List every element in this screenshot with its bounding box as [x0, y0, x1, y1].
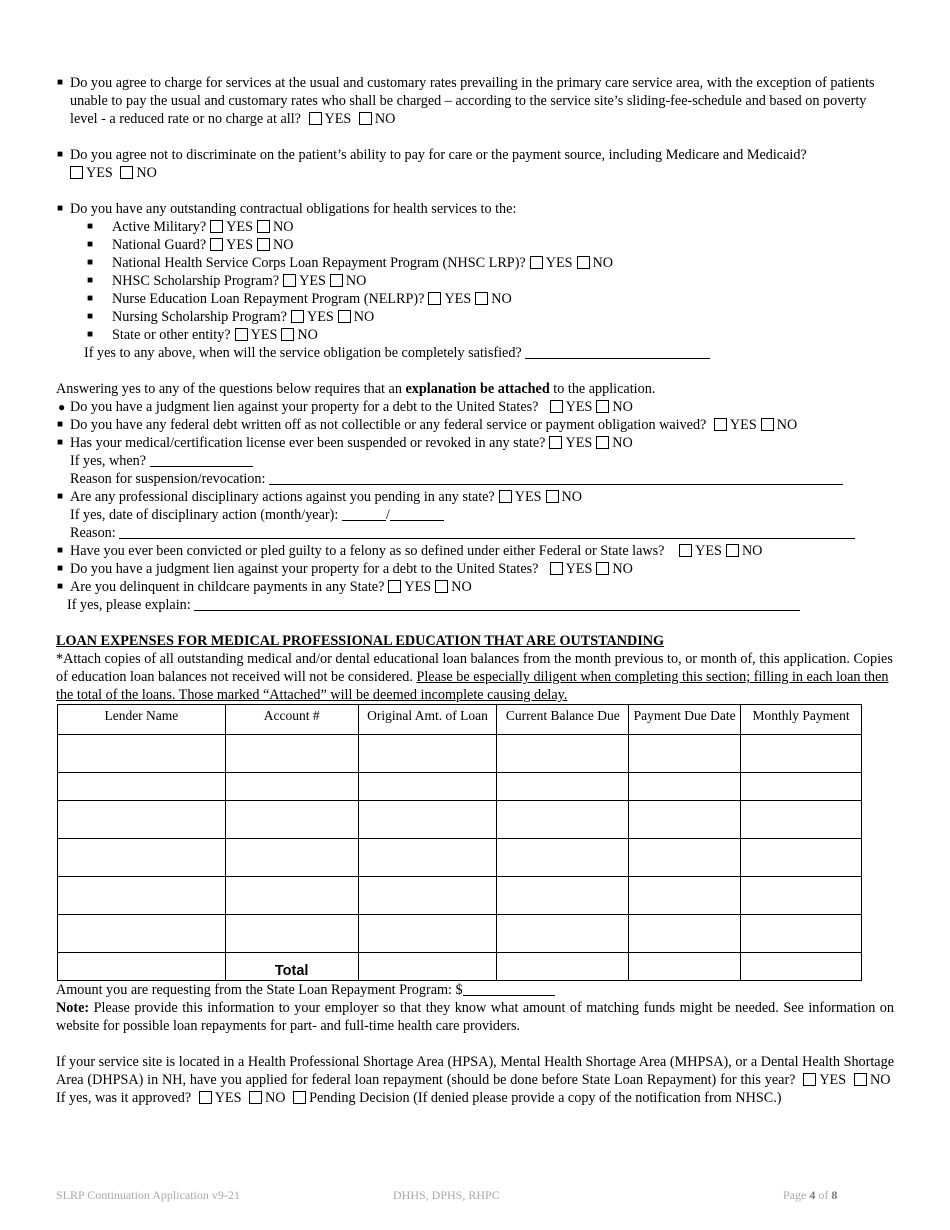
obligation-date-field[interactable] [525, 345, 710, 359]
bullet: ■ [57, 203, 64, 214]
bullet: ● [58, 400, 66, 414]
suspension-reason: Reason for suspension/revocation: [56, 470, 894, 488]
question-non-discrimination [56, 146, 894, 182]
column-header: Lender Name [58, 705, 226, 735]
table-cell[interactable] [629, 839, 741, 877]
table-cell[interactable] [58, 877, 226, 915]
total-label: Total [225, 953, 358, 981]
question-judgment-lien-2: ■ Do you have a judgment lien against your property for a debt to the United States? YES NO [57, 561, 633, 577]
no-checkbox[interactable] [435, 580, 448, 593]
yes-checkbox[interactable] [283, 274, 296, 287]
bullet: ■ [57, 581, 64, 592]
table-cell[interactable] [225, 801, 358, 839]
no-checkbox[interactable] [726, 544, 739, 557]
no-checkbox[interactable] [338, 310, 351, 323]
yes-checkbox[interactable] [235, 328, 248, 341]
question-license-suspended: ■ Has your medical/certification license ever been suspended or revoked in any state? YES NO [57, 435, 633, 451]
table-cell[interactable] [497, 839, 629, 877]
yes-checkbox[interactable] [210, 220, 223, 233]
table-row [58, 839, 862, 877]
table-cell[interactable] [497, 915, 629, 953]
table-cell[interactable] [629, 877, 741, 915]
loan-section-note: *Attach copies of all outstanding medical and/or dental educational loan balances from the month previous to, or month of, this application. Copies of education loan balances not received will not be considered. Please be especially diligent when completing this section; filling in each loan then the total of the loans. Those marked “Attached” will be deemed incomplete causing delay. [56, 651, 893, 703]
yes-checkbox[interactable] [388, 580, 401, 593]
table-cell[interactable] [58, 735, 226, 773]
obligation-item: ■ Nurse Education Loan Repayment Program (NELRP)? YES NO [87, 291, 512, 307]
no-checkbox[interactable] [546, 490, 559, 503]
question-childcare-delinquent: ■ Are you delinquent in childcare payments in any State? YES NO [57, 579, 472, 595]
obligation-item: ■ NHSC Scholarship Program? YES NO [87, 273, 367, 289]
table-cell[interactable] [629, 953, 741, 981]
table-row [58, 773, 862, 801]
column-header: Current Balance Due [497, 705, 629, 735]
no-checkbox[interactable] [596, 400, 609, 413]
table-row [58, 735, 862, 773]
table-cell[interactable] [225, 839, 358, 877]
disciplinary-reason: Reason: [56, 524, 894, 542]
question-text: Do you agree to charge for services at the usual and customary rates prevailing in the primary care service area, with the exception of patients unable to pay the usual and customary rates who shall be charged – according to the service site’s sliding-fee-schedule and based on poverty level - a reduced rate or no charge at all? [70, 75, 875, 127]
yes-checkbox[interactable] [70, 166, 83, 179]
no-checkbox[interactable] [281, 328, 294, 341]
column-header: Account # [225, 705, 358, 735]
table-cell[interactable] [629, 801, 741, 839]
table-cell[interactable] [58, 773, 226, 801]
childcare-explain: If yes, please explain: [56, 596, 894, 614]
approved-yes-checkbox[interactable] [199, 1091, 212, 1104]
loan-table-header [58, 705, 862, 735]
disciplinary-date: If yes, date of disciplinary action (month/year): / [56, 506, 894, 524]
table-cell [58, 953, 226, 981]
footer-document-version: SLRP Continuation Application v9-21 [56, 1188, 240, 1202]
suspension-date-field[interactable] [150, 453, 253, 467]
bullet: ■ [57, 419, 64, 430]
childcare-explain-field[interactable] [194, 597, 800, 611]
table-row [58, 801, 862, 839]
column-header: Payment Due Date [629, 705, 741, 735]
table-row [58, 915, 862, 953]
footer-page-number: Page 4 of 8 [783, 1188, 838, 1202]
employer-note: Note: Please provide this information to your employer so that they know what amount of matching funds might be needed. See information on website for possible loan repayments for part- and full-time health care providers. [56, 1000, 894, 1034]
table-cell[interactable] [358, 735, 497, 773]
approved-no-checkbox[interactable] [249, 1091, 262, 1104]
explanation-intro: Answering yes to any of the questions below requires that an explanation be attached to the application. [56, 381, 656, 397]
question-federal-debt: ■ Do you have any federal debt written off as not collectible or any federal service or payment obligation waived? YES NO [57, 417, 798, 433]
obligation-item: ■ National Guard? YES NO [87, 237, 294, 253]
obligation-item: ■ National Health Service Corps Loan Repayment Program (NHSC LRP)? YES NO [87, 255, 614, 271]
table-cell[interactable] [741, 801, 862, 839]
no-checkbox[interactable] [596, 562, 609, 575]
applied-no-checkbox[interactable] [854, 1073, 867, 1086]
question-sliding-fee [56, 74, 894, 128]
question-text: Do you have any outstanding contractual obligations for health services to the: [70, 201, 517, 217]
amount-request: Amount you are requesting from the State Loan Repayment Program: $ [56, 981, 894, 999]
table-cell[interactable] [741, 773, 862, 801]
table-cell[interactable] [741, 735, 862, 773]
no-checkbox[interactable] [330, 274, 343, 287]
yes-label: YES [86, 165, 113, 181]
form-page [56, 74, 894, 1107]
yes-checkbox[interactable] [679, 544, 692, 557]
no-checkbox[interactable] [577, 256, 590, 269]
question-disciplinary-actions: ■ Are any professional disciplinary actions against you pending in any state? YES NO [57, 489, 583, 505]
loan-section-heading: LOAN EXPENSES FOR MEDICAL PROFESSIONAL EDUCATION THAT ARE OUTSTANDING [56, 633, 665, 649]
suspension-reason-field[interactable] [269, 471, 843, 485]
obligation-item: ■ State or other entity? YES NO [87, 327, 318, 343]
table-cell[interactable] [58, 839, 226, 877]
table-cell[interactable] [225, 773, 358, 801]
pending-checkbox[interactable] [293, 1091, 306, 1104]
no-checkbox[interactable] [359, 112, 372, 125]
total-original-amount-cell[interactable] [358, 953, 497, 981]
no-checkbox[interactable] [257, 220, 270, 233]
yes-checkbox[interactable] [550, 400, 563, 413]
yes-checkbox[interactable] [714, 418, 727, 431]
yes-checkbox[interactable] [291, 310, 304, 323]
hpsa-question: If your service site is located in a Health Professional Shortage Area (HPSA), Mental Health Shortage Area (MHPSA), or a Dental Health Shortage Area (DHPSA) in NH, have you applied for federal loan repayment (should be done before State Loan Repayment) for this year? YES NO If yes, was it approved? YES NO Pending Decision (If denied please provide a copy of the notification from NHSC.) [56, 1054, 894, 1106]
table-cell[interactable] [358, 915, 497, 953]
table-cell[interactable] [358, 801, 497, 839]
table-cell[interactable] [58, 801, 226, 839]
no-label: NO [374, 111, 396, 127]
table-cell[interactable] [741, 915, 862, 953]
table-cell[interactable] [358, 839, 497, 877]
yes-checkbox[interactable] [499, 490, 512, 503]
no-checkbox[interactable] [475, 292, 488, 305]
question-judgment-lien: ● Do you have a judgment lien against your property for a debt to the United States? YES NO [58, 399, 633, 415]
bullet: ■ [57, 545, 64, 556]
yes-checkbox[interactable] [549, 436, 562, 449]
question-contractual-obligations [56, 200, 894, 218]
no-checkbox[interactable] [761, 418, 774, 431]
table-cell[interactable] [225, 735, 358, 773]
yes-checkbox[interactable] [428, 292, 441, 305]
no-label: NO [136, 165, 157, 181]
obligation-item: ■ Nursing Scholarship Program? YES NO [87, 309, 375, 325]
applied-yes-checkbox[interactable] [803, 1073, 816, 1086]
total-current-balance-cell[interactable] [497, 953, 629, 981]
disciplinary-year-field[interactable] [390, 507, 444, 521]
table-cell[interactable] [741, 839, 862, 877]
bullet: ■ [57, 437, 64, 448]
table-cell[interactable] [358, 773, 497, 801]
table-cell[interactable] [497, 735, 629, 773]
amount-request-field[interactable] [463, 982, 555, 996]
column-header: Monthly Payment [741, 705, 862, 735]
yes-checkbox[interactable] [309, 112, 322, 125]
table-cell[interactable] [629, 773, 741, 801]
obligation-item: ■ Active Military? YES NO [87, 219, 294, 235]
bullet: ■ [57, 77, 64, 88]
total-row [58, 953, 862, 981]
footer-department: DHHS, DPHS, RHPC [393, 1188, 500, 1202]
disciplinary-reason-field[interactable] [119, 525, 855, 539]
no-checkbox[interactable] [120, 166, 133, 179]
table-cell[interactable] [497, 877, 629, 915]
no-checkbox[interactable] [257, 238, 270, 251]
yes-checkbox[interactable] [530, 256, 543, 269]
suspension-when: If yes, when? [56, 452, 894, 470]
table-cell[interactable] [358, 877, 497, 915]
obligation-list [56, 218, 894, 344]
bullet: ■ [57, 563, 64, 574]
table-cell[interactable] [629, 735, 741, 773]
column-header: Original Amt. of Loan [358, 705, 497, 735]
yes-checkbox[interactable] [210, 238, 223, 251]
bullet: ■ [57, 491, 64, 502]
disciplinary-month-field[interactable] [342, 507, 386, 521]
question-felony: ■ Have you ever been convicted or pled guilty to a felony as so defined under either Federal or State laws? YES NO [57, 543, 763, 559]
loan-table [57, 704, 862, 981]
table-cell[interactable] [225, 877, 358, 915]
no-checkbox[interactable] [596, 436, 609, 449]
bullet: ■ [57, 149, 64, 160]
table-cell[interactable] [741, 877, 862, 915]
question-text: Do you agree not to discriminate on the patient’s ability to pay for care or the payment source, including Medicare and Medicaid? [70, 147, 807, 163]
obligation-followup: If yes to any above, when will the service obligation be completely satisfied? [56, 344, 894, 362]
table-cell[interactable] [225, 915, 358, 953]
table-cell[interactable] [497, 801, 629, 839]
yes-label: YES [324, 111, 352, 127]
yes-checkbox[interactable] [550, 562, 563, 575]
table-cell[interactable] [58, 915, 226, 953]
table-row [58, 877, 862, 915]
total-monthly-payment-cell[interactable] [741, 953, 862, 981]
table-cell[interactable] [497, 773, 629, 801]
table-cell[interactable] [629, 915, 741, 953]
